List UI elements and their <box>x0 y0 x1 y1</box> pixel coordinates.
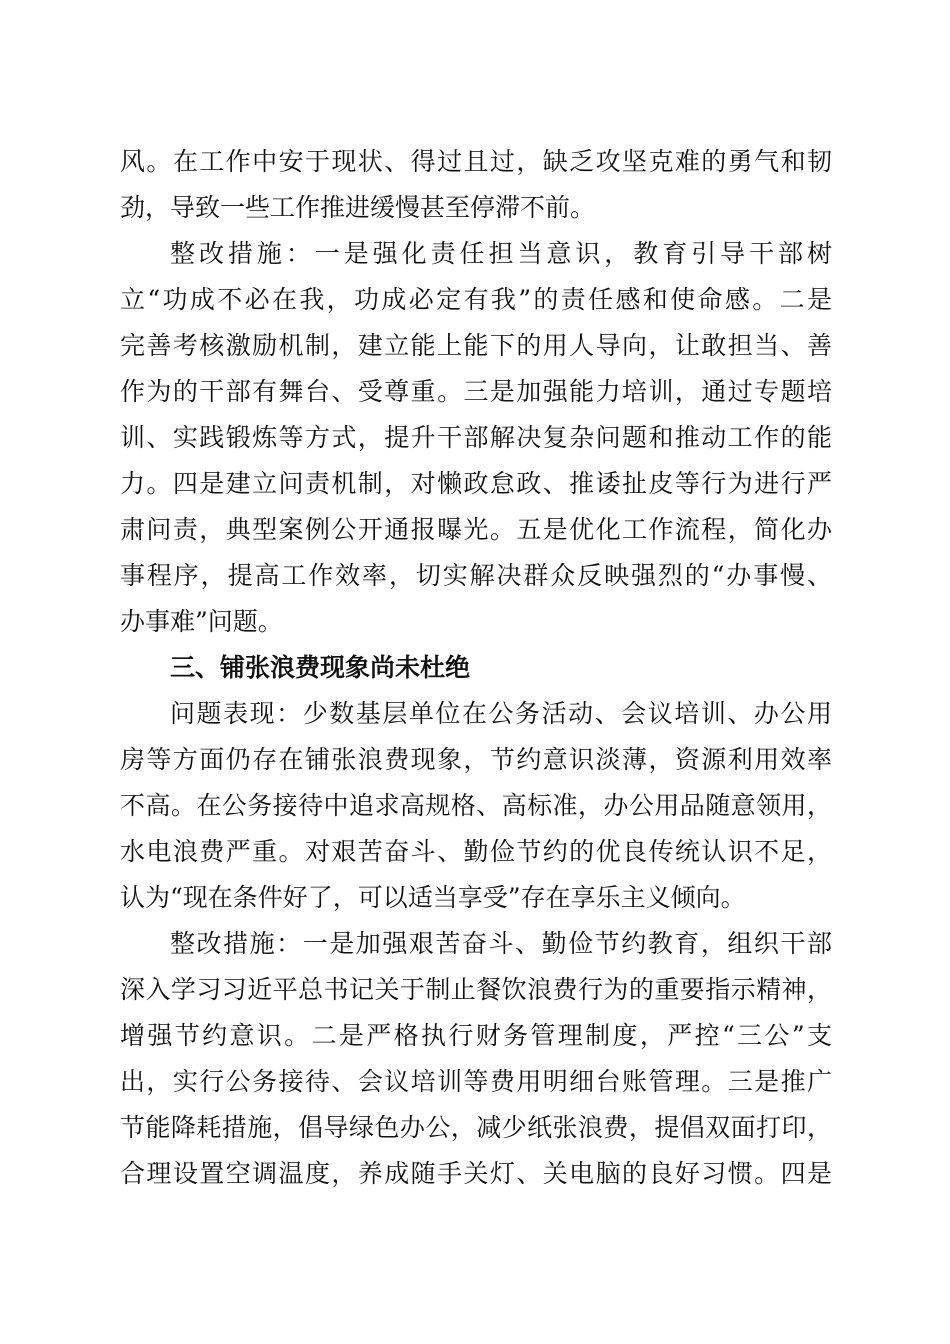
section-heading: 三、铺张浪费现象尚未杜绝 <box>170 653 471 682</box>
paragraph-line: 房等方面仍存在铺张浪费现象，节约意识淡薄，资源利用效率 <box>120 745 832 774</box>
paragraph-line: 认为“现在条件好了，可以适当享受”存在享乐主义倾向。 <box>120 883 746 912</box>
paragraph-line: 完善考核激励机制，建立能上能下的用人导向，让敢担当、善 <box>120 331 832 360</box>
paragraph-line: 整改措施：一是加强艰苦奋斗、勤俭节约教育，组织干部 <box>170 929 832 958</box>
paragraph-line: 事程序，提高工作效率，切实解决群众反映强烈的“办事慢、 <box>120 561 832 590</box>
paragraph-line: 肃问责，典型案例公开通报曝光。五是优化工作流程，简化办 <box>120 515 832 544</box>
paragraph-line: 劲，导致一些工作推进缓慢甚至停滞不前。 <box>120 193 596 222</box>
paragraph-line: 整改措施：一是强化责任担当意识，教育引导干部树 <box>170 239 832 268</box>
paragraph-line: 不高。在公务接待中追求高规格、高标准，办公用品随意领用， <box>120 791 832 820</box>
paragraph-line: 增强节约意识。二是严格执行财务管理制度，严控“三公”支 <box>120 1021 832 1050</box>
paragraph-line: 合理设置空调温度，养成随手关灯、关电脑的良好习惯。四是 <box>120 1159 832 1188</box>
paragraph-line: 风。在工作中安于现状、得过且过，缺乏攻坚克难的勇气和韧 <box>120 147 832 176</box>
paragraph-line: 出，实行公务接待、会议培训等费用明细台账管理。三是推广 <box>120 1067 832 1096</box>
paragraph-line: 立“功成不必在我，功成必定有我”的责任感和使命感。二是 <box>120 285 832 314</box>
paragraph-line: 力。四是建立问责机制，对懒政怠政、推诿扯皮等行为进行严 <box>120 469 832 498</box>
paragraph-line: 水电浪费严重。对艰苦奋斗、勤俭节约的优良传统认识不足， <box>120 837 832 866</box>
paragraph-line: 节能降耗措施，倡导绿色办公，减少纸张浪费，提倡双面打印， <box>120 1113 832 1142</box>
paragraph-line: 作为的干部有舞台、受尊重。三是加强能力培训，通过专题培 <box>120 377 832 406</box>
paragraph-line: 训、实践锻炼等方式，提升干部解决复杂问题和推动工作的能 <box>120 423 832 452</box>
paragraph-line: 问题表现：少数基层单位在公务活动、会议培训、办公用 <box>170 699 832 728</box>
paragraph-line: 深入学习习近平总书记关于制止餐饮浪费行为的重要指示精神， <box>120 975 832 1004</box>
paragraph-line: 办事难”问题。 <box>120 607 283 636</box>
